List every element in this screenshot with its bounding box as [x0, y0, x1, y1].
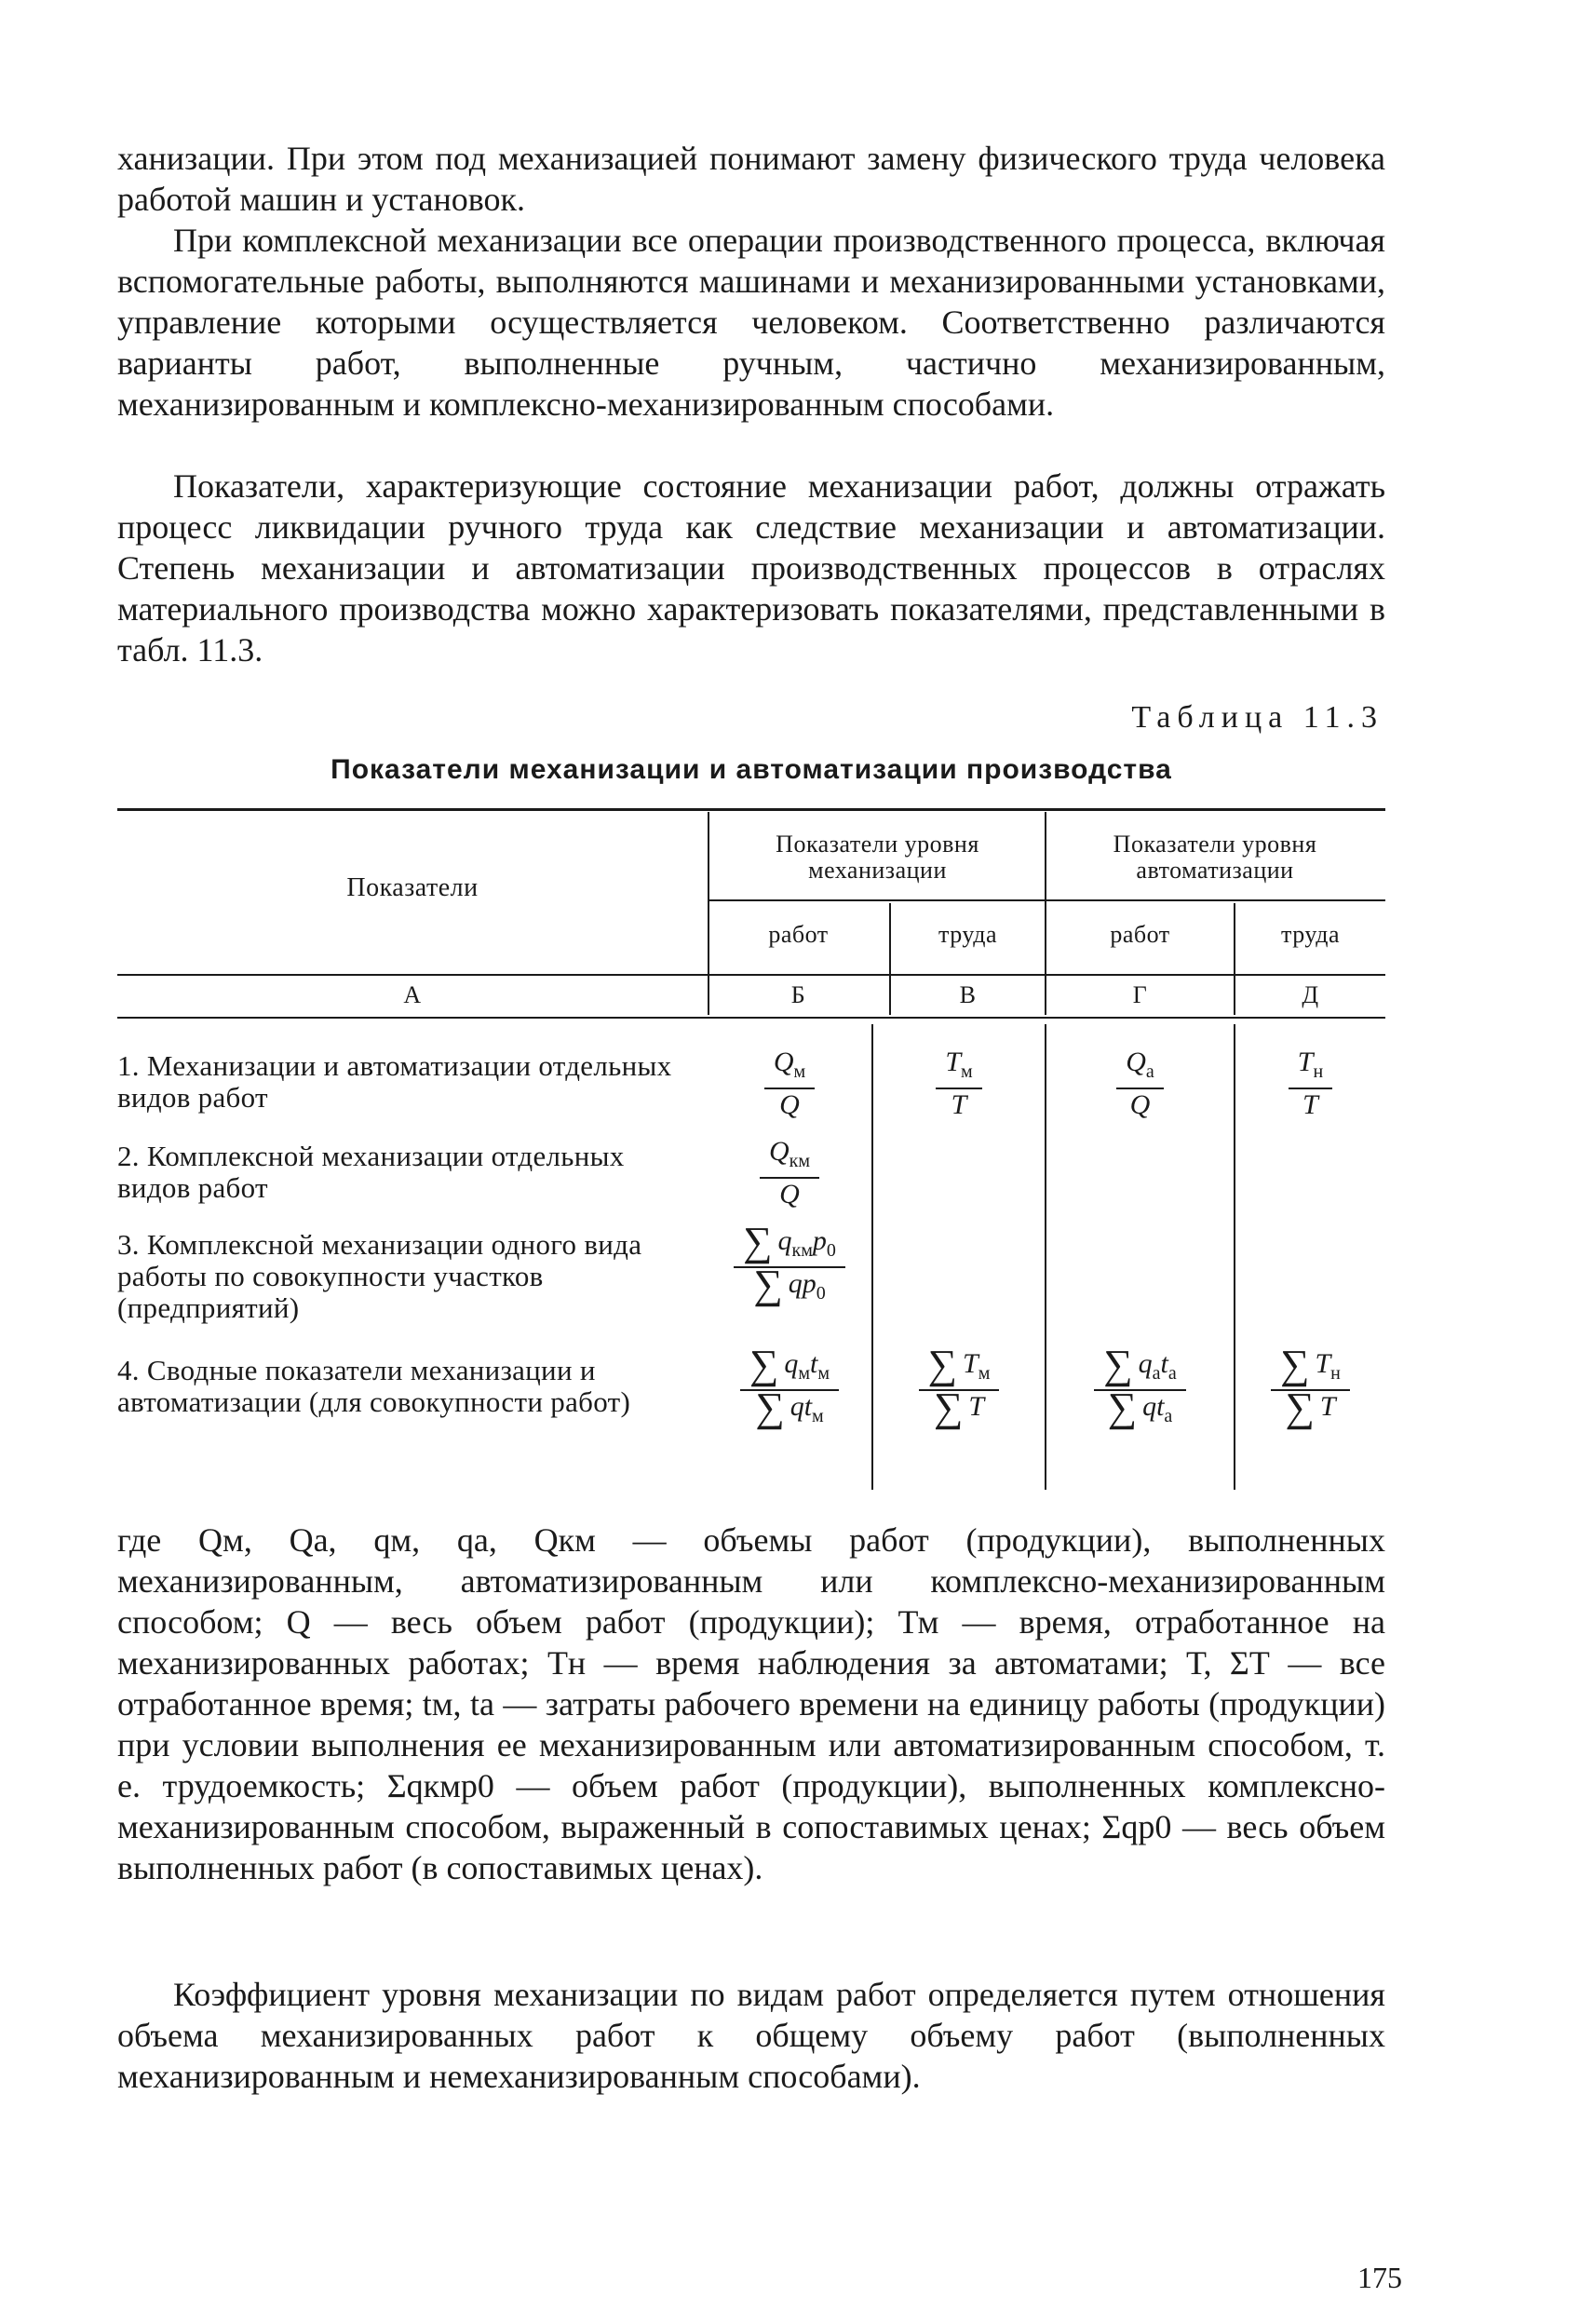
- formula-r2-b: $\frac{Q_{км}}{Q}$: [708, 1136, 871, 1210]
- group-mech-header: Показатели уровня механизации: [776, 831, 979, 884]
- paragraph-2: При комплексной механизации все операции производственного процесса, включая вспомогательные работы, выполняются машинами и механизированными установками, управление которыми осуществляется человеком. Соответственно различаются варианты работ, выполненные ручным, частично механизированным, механизированным и комплексно-механизированным способами.: [117, 222, 1385, 423]
- letter-b: Б: [790, 981, 806, 1008]
- table-row-label-4: 4. Сводные показатели механизации и автоматизации (для совокупности работ): [117, 1354, 631, 1418]
- letter-c: В: [959, 981, 977, 1008]
- letter-d: Г: [1132, 981, 1148, 1008]
- letter-e: Д: [1302, 981, 1319, 1008]
- header-rule: [117, 974, 1385, 976]
- table-row-label-1: 1. Механизации и автоматизации отдельных видов работ: [117, 1049, 672, 1114]
- paragraph-1: ханизации. При этом под механизацией понимают замену физического труда человека работой машин и установок.: [117, 140, 1385, 218]
- table-title: Показатели механизации и автоматизации производства: [331, 754, 1172, 785]
- col-d-header: работ: [1110, 921, 1170, 948]
- letter-a: А: [403, 981, 422, 1008]
- col-c-header: труда: [938, 921, 997, 948]
- paragraph-5: Коэффициент уровня механизации по видам работ определяется путем отношения объема механизированных работ к общему объему работ (выполненных механизированным и немеханизированным способами).: [117, 1976, 1385, 2095]
- formula-r3-b: $\frac{\sum q_{км}p_0}{\sum qp_0}$: [708, 1225, 871, 1309]
- formula-r1-b: $\frac{Q_м}{Q}$: [708, 1047, 871, 1121]
- formula-r4-d: $\frac{\sum q_аt_а}{\sum qt_а}$: [1046, 1348, 1234, 1432]
- letters-rule: [117, 1017, 1385, 1019]
- paragraph-4: где Qм, Qа, qм, qа, Qкм — объемы работ (продукции), выполненных механизированным, автоматизированным или комплексно-механизированным способом; Q — весь объем работ (продукции); Тм — время, отработанное на механизированных работах; Тн — время наблюдения за автоматами; Т, ΣТ — все отработанное время; tм, tа — затраты рабочего времени на единицу работы (продукции) при условии выполнения ее механизированным или автоматизированным способом, т. е. трудоемкость; Σqкмp0 — объем работ (продукции), выполненных комплексно-механизированным способом, выраженный в сопоставимых ценах; Σqp0 — весь объем выполненных работ (в сопоставимых ценах).: [117, 1521, 1385, 1886]
- table-row-label-2: 2. Комплексной механизации отдельных видов работ: [117, 1140, 625, 1204]
- col-e-header: труда: [1281, 921, 1340, 948]
- formula-r4-e: $\frac{\sum T_н}{\sum T}$: [1235, 1348, 1385, 1424]
- formula-r1-e: $\frac{T_н}{T}$: [1235, 1047, 1385, 1121]
- paragraph-3: Показатели, характеризующие состояние механизации работ, должны отражать процесс ликвидации ручного труда как следствие механизации и автоматизации. Степень механизации и автоматизации производственных процессов в отраслях материального производства можно характеризовать показателями, представленными в табл. 11.3.: [117, 467, 1385, 669]
- formula-r1-c: $\frac{T_м}{T}$: [873, 1047, 1045, 1121]
- table-number: Таблица 11.3: [1131, 700, 1383, 735]
- group-rule: [708, 899, 1385, 901]
- formula-r1-d: $\frac{Q_а}{Q}$: [1046, 1047, 1234, 1121]
- col-a-header: Показатели: [346, 873, 479, 902]
- formula-r4-b: $\frac{\sum q_мt_м}{\sum qt_м}$: [708, 1348, 871, 1432]
- table-top-rule: [117, 808, 1385, 811]
- group-auto-header: Показатели уровня автоматизации: [1113, 831, 1317, 884]
- col-b-header: работ: [768, 921, 829, 948]
- table-row-label-3: 3. Комплексной механизации одного вида работы по совокупности участков (предприятий): [117, 1228, 642, 1324]
- page-number: 175: [1357, 2261, 1402, 2294]
- formula-r4-c: $\frac{\sum T_м}{\sum T}$: [873, 1348, 1045, 1424]
